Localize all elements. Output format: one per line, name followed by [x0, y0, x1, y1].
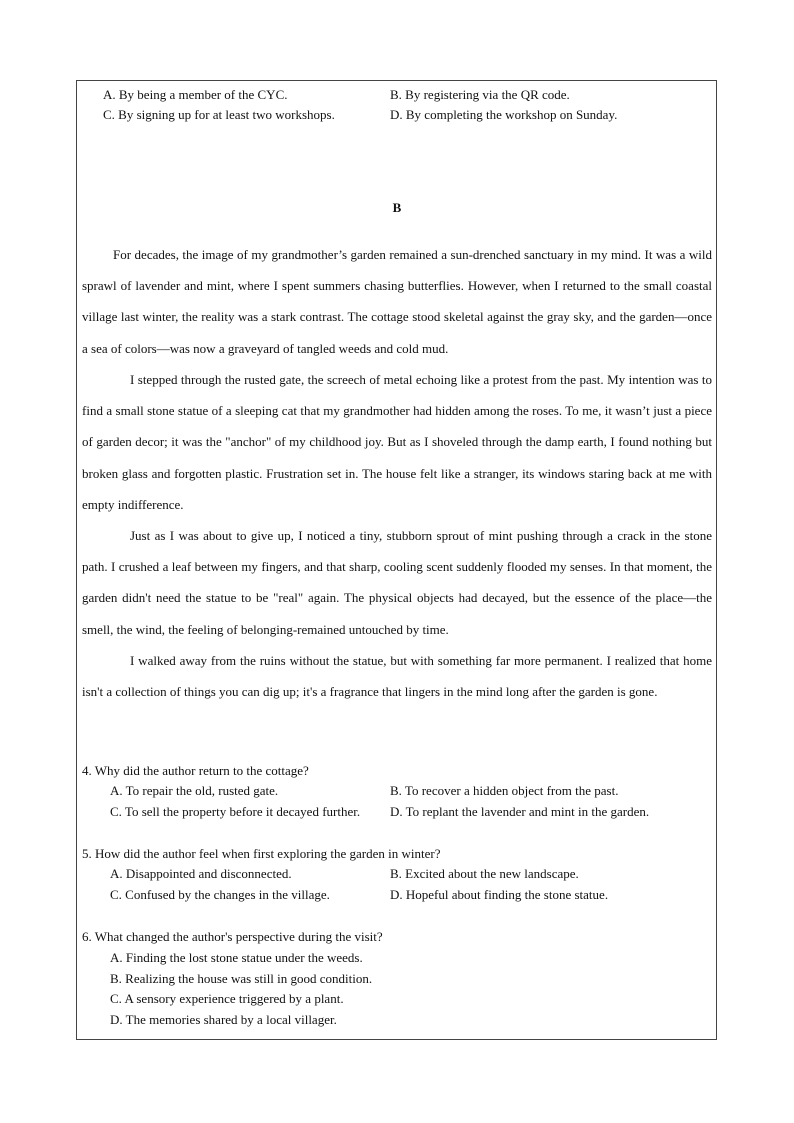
question-6-option-c: C. A sensory experience triggered by a plant. [110, 991, 344, 1006]
question-6-stem: 6. What changed the author's perspective during the visit? [82, 929, 383, 944]
section-title: B [392, 200, 402, 215]
question-6-option-b: B. Realizing the house was still in good condition. [110, 971, 373, 986]
question-4-stem: 4. Why did the author return to the cottage? [82, 763, 309, 778]
question-5-option-d: D. Hopeful about finding the stone statue. [390, 887, 609, 902]
question-6-option-a: A. Finding the lost stone statue under the weeds. [110, 950, 363, 965]
question-4-option-b: B. To recover a hidden object from the past. [390, 783, 619, 798]
question-4-option-a: A. To repair the old, rusted gate. [110, 783, 279, 798]
passage-paragraph-3: Just as I was about to give up, I noticed a tiny, stubborn sprout of mint pushing through a crack in the stone path. I crushed a leaf between my fingers, and that sharp, cooling scent suddenly flooded my senses. In that moment, the garden didn't need the statue to be "real" again. The physical objects had decayed, but the essence of the place—the smell, the wind, the feeling of belonging-remained untouched by time. [82, 528, 712, 637]
prev-option-a: A. By being a member of the CYC. [103, 87, 288, 102]
question-5-option-b: B. Excited about the new landscape. [390, 866, 579, 881]
question-6-option-d: D. The memories shared by a local villager. [110, 1012, 337, 1027]
question-5-stem: 5. How did the author feel when first exploring the garden in winter? [82, 846, 441, 861]
passage-paragraph-2: I stepped through the rusted gate, the screech of metal echoing like a protest from the past. My intention was to find a small stone statue of a sleeping cat that my grandmother had hidden among the roses. To me, it wasn’t just a piece of garden decor; it was the "anchor" of my childhood joy. But as I shoveled through the damp earth, I found nothing but broken glass and forgotten plastic. Frustration set in. The house felt like a stranger, its windows staring back at me with empty indifference. [82, 372, 712, 512]
question-4-option-c: C. To sell the property before it decayed further. [110, 804, 361, 819]
prev-option-b: B. By registering via the QR code. [390, 87, 570, 102]
question-5-option-c: C. Confused by the changes in the village. [110, 887, 330, 902]
prev-option-c: C. By signing up for at least two workshops. [103, 107, 335, 122]
question-4-option-d: D. To replant the lavender and mint in the garden. [390, 804, 650, 819]
passage-paragraph-1: For decades, the image of my grandmother’s garden remained a sun-drenched sanctuary in my mind. It was a wild sprawl of lavender and mint, where I spent summers chasing butterflies. However, when I returned to the small coastal village last winter, the reality was a stark contrast. The cottage stood skeletal against the gray sky, and the garden—once a sea of colors—was now a graveyard of tangled weeds and cold mud. [82, 247, 712, 356]
question-5-option-a: A. Disappointed and disconnected. [110, 866, 292, 881]
passage-paragraph-4: I walked away from the ruins without the statue, but with something far more permanent. I realized that home isn't a collection of things you can dig up; it's a fragrance that lingers in the mind long after the garden is gone. [82, 653, 712, 700]
prev-option-d: D. By completing the workshop on Sunday. [390, 107, 618, 122]
